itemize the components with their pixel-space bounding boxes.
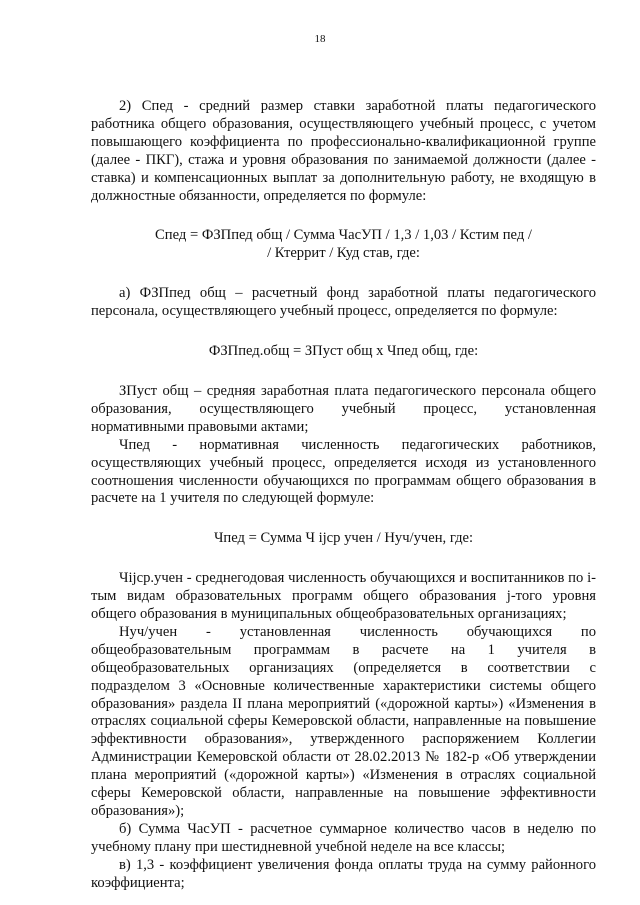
page-number: 18 xyxy=(314,33,326,45)
paragraph-sped-definition: 2) Спед - средний размер ставки заработной платы педагогического работника общего образования, осуществляющего учебный процесс, с учетом повышающего коэффициента по профессионально-квалификационной группе (далее - ПКГ), стажа и уровня образования по занимаемой должности (далее - ставка) и компенсационных выплат за дополнительную работу, не входящую в должностные обязанности, определяется по формуле: xyxy=(91,98,596,204)
formula-chped: Чпед = Сумма Ч ijср учен / Нуч/учен, где: xyxy=(213,530,474,547)
spacer xyxy=(91,263,596,285)
spacer xyxy=(91,205,596,227)
formula-sped-line1: Спед = ФЗПпед общ / Сумма ЧасУП / 1,3 / 1,03 / Кстим пед / xyxy=(155,227,532,244)
paragraph-summa-chasup: б) Сумма ЧасУП - расчетное суммарное количество часов в неделю по учебному плану при шестидневной учебной неделе на все классы; xyxy=(91,820,596,855)
spacer xyxy=(91,508,596,530)
formula-fzp: ФЗПпед.общ = ЗПуст общ х Чпед общ, где: xyxy=(208,343,479,360)
formula-sped-line2: / Ктеррит / Куд став, где: xyxy=(267,245,420,262)
paragraph-coef-1-3: в) 1,3 - коэффициент увеличения фонда оплаты труда на сумму районного коэффициента; xyxy=(91,856,596,891)
spacer xyxy=(91,361,596,383)
spacer xyxy=(91,321,596,343)
document-body xyxy=(91,98,596,893)
paragraph-nuch-definition: Нуч/учен - установленная численность обучающихся по общеобразовательным программам в расчете на 1 учителя в общеобразовательных организациях (определяется в соответствии с подразделом 3 «Основные количественные характеристики системы общего образования» раздела II плана мероприятий («дорожной карты») «Изменения в отраслях социальной сферы Кемеровской области, направленные на повышение эффективности образования», утвержденного распоряжением Коллегии Администрации Кемеровской области от 28.02.2013 № 182-р «Об утверждении плана мероприятий («дорожной карты») «Изменения в отраслях социальной сферы Кемеровской области, направленные на повышение эффективности образования»); xyxy=(91,623,596,819)
spacer xyxy=(91,548,596,570)
paragraph-zpust-definition: ЗПуст общ – средняя заработная плата педагогического персонала общего образования, осуществляющего учебный процесс, установленная нормативными правовыми актами; xyxy=(91,382,596,435)
paragraph-chped-definition: Чпед - нормативная численность педагогических работников, осуществляющих учебный процесс, определяется исходя из установленного соотношения численности обучающихся по программам общего образования в расчете на 1 учителя по следующей формуле: xyxy=(91,436,596,507)
paragraph-fzp-definition: а) ФЗПпед общ – расчетный фонд заработной платы педагогического персонала, осуществляющего учебный процесс, определяется по формуле: xyxy=(91,285,596,320)
paragraph-chij-definition: Чijср.учен - среднегодовая численность обучающихся и воспитанников по i-тым видам образовательных программ общего образования j-того уровня общего образования в муниципальных общеобразовательных организациях; xyxy=(91,570,596,623)
